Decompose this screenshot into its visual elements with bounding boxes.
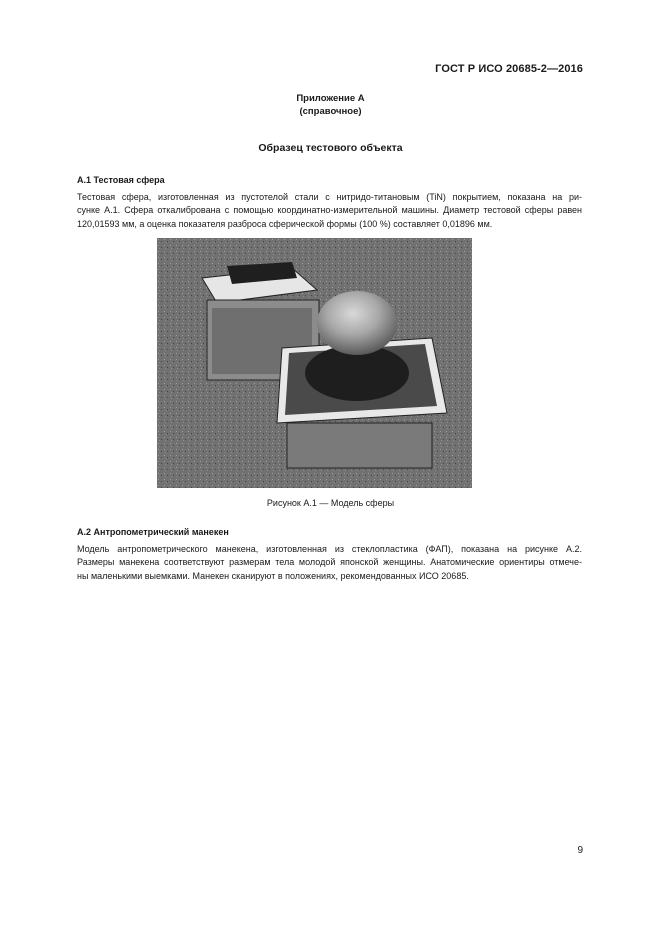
- annex-status: (справочное): [299, 106, 362, 117]
- section-paragraph-a1: [77, 191, 582, 231]
- sphere-photo-drawing: [157, 238, 472, 488]
- document-code: ГОСТ Р ИСО 20685-2—2016: [435, 63, 583, 75]
- section-heading-a2: А.2 Антропометрический манекен: [77, 527, 229, 537]
- section-paragraph-a2: [77, 543, 582, 583]
- paragraph-line: Тестовая сфера, изготовленная из пустотелой стали с нитридо-титановым (TiN) покрытием, показана на ри-: [77, 192, 582, 202]
- paragraph-line: ны маленькими выемками. Манекен сканируют в положениях, рекомендованных ИСО 20685.: [77, 570, 469, 581]
- paragraph-line: сунке А.1. Сфера откалиброванa с помощью координатно-измерительной машины. Диаметр тестовой сферы равен: [77, 205, 582, 216]
- page-number: 9: [577, 845, 583, 856]
- annex-title: Образец тестового объекта: [258, 142, 403, 154]
- figure-caption: Рисунок А.1 — Модель сферы: [266, 498, 395, 508]
- paragraph-line: 120,01593 мм, а оценка показателя разброса сферической формы (100 %) составляет 0,01896 мм.: [77, 218, 493, 229]
- sphere-photo: [157, 238, 472, 488]
- paragraph-line: Модель антропометрического манекена, изготовленная из стеклопластика (ФАП), показана на рисунке А.2.: [77, 544, 582, 554]
- annex-label: Приложение А: [296, 93, 365, 104]
- section-heading-a1: А.1 Тестовая сфера: [77, 175, 165, 185]
- paragraph-line: Размеры манекена соответствуют размерам тела молодой японской женщины. Анатомические ориентиры отмече-: [77, 557, 582, 568]
- annex-heading: [0, 92, 661, 118]
